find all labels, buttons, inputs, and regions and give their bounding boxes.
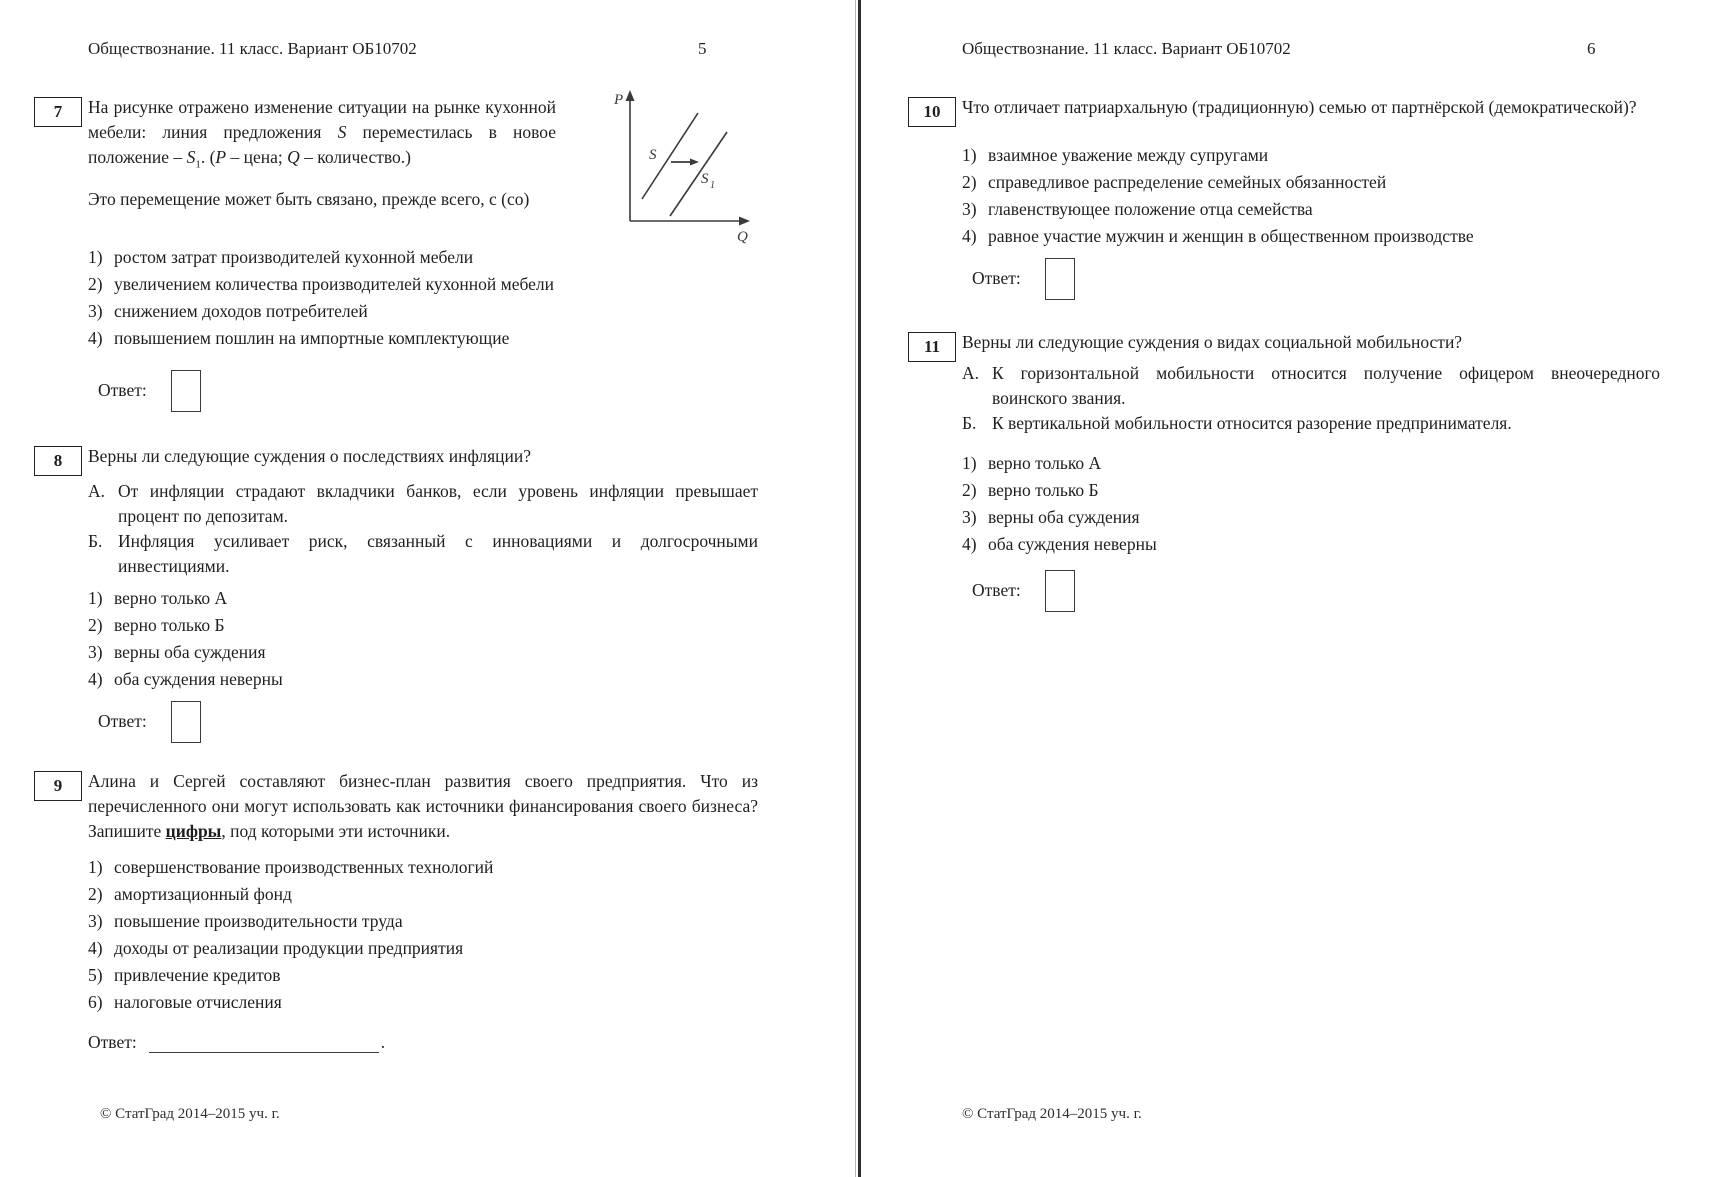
option-text: оба суждения неверны [988, 534, 1157, 554]
option-text: верно только Б [114, 615, 225, 635]
page-divider-shadow [855, 0, 856, 1177]
question-7-intro: На рисунке отражено изменение ситуации на рынке кухонной мебели: линия предложения S переместилась в новое положение – $S_1$. (P – цена; Q – количество.) [88, 97, 556, 171]
option-number: 4) [962, 226, 977, 246]
option-row [962, 223, 1660, 250]
var-P: P [215, 147, 227, 167]
option-row [88, 908, 758, 935]
statement-text: К горизонтальной мобильности относится получение офицером внеочередного воинского звания. [992, 363, 1660, 408]
option-row [88, 935, 758, 962]
question-number: 8 [53, 451, 63, 470]
option-text: верны оба суждения [988, 507, 1140, 527]
option-number: 1) [962, 145, 977, 165]
option-text: верно только А [988, 453, 1102, 473]
answer-row [98, 370, 758, 412]
page-header [88, 0, 758, 60]
supply-shifted-sub: 1 [710, 180, 715, 191]
statement-row [88, 479, 758, 529]
answer-box [1045, 258, 1075, 300]
option-row [88, 612, 758, 639]
question-number-box [908, 332, 956, 362]
question-number: 7 [53, 102, 63, 121]
option-row [962, 196, 1660, 223]
footer-copyright: © СтатГрад 2014–2015 уч. г. [100, 1106, 280, 1122]
question-10-title: Что отличает патриархальную (традиционную) семью от партнёрской (демократической)? [962, 97, 1637, 117]
question-7 [53, 92, 758, 412]
footer-copyright: © СтатГрад 2014–2015 уч. г. [962, 1106, 1142, 1122]
question-number: 10 [923, 102, 941, 121]
question-8 [53, 444, 758, 743]
question-9-intro: Алина и Сергей составляют бизнес-план развития своего предприятия. Что из перечисленного они могут использовать как источники финансирования своего бизнеса? Запишите цифры, под которыми эти источники. [88, 771, 758, 841]
option-row [962, 531, 1660, 558]
y-axis-arrow [626, 90, 635, 101]
answer-row [98, 701, 758, 743]
answer-label: Ответ: [98, 711, 147, 731]
answer-suffix: . [380, 1032, 386, 1052]
option-number: 5) [88, 965, 103, 985]
var-Q: Q [287, 147, 300, 167]
question-number: 11 [923, 337, 941, 356]
option-number: 2) [88, 274, 103, 294]
statement-letter: А. [88, 481, 106, 501]
option-number: 4) [88, 669, 103, 689]
option-text: доходы от реализации продукции предприятия [114, 938, 464, 958]
page-left [0, 0, 856, 1177]
x-axis-arrow [739, 217, 750, 226]
option-row [88, 585, 758, 612]
option-text: верно только А [114, 588, 228, 608]
page-number: 5 [698, 39, 707, 58]
option-number: 4) [88, 328, 103, 348]
option-text: равное участие мужчин и женщин в общественном производстве [988, 226, 1474, 246]
answer-label: Ответ: [98, 380, 147, 400]
option-row [962, 142, 1660, 169]
answer-row [972, 570, 1660, 612]
question-11 [923, 330, 1660, 612]
p-axis-label: P [614, 92, 624, 108]
answer-row [88, 1028, 758, 1056]
statement-row [962, 411, 1660, 436]
question-number: 9 [53, 776, 63, 795]
page-header [962, 0, 1660, 60]
page-number: 6 [1587, 39, 1596, 58]
answer-label: Ответ: [972, 580, 1021, 600]
statement-text: К вертикальной мобильности относится разорение предпринимателя. [992, 413, 1512, 433]
question-9-options [88, 854, 758, 1016]
answer-box [1045, 570, 1075, 612]
statement-text: От инфляции страдают вкладчики банков, если уровень инфляции превышает процент по депозитам. [118, 481, 758, 526]
statement-letter: Б. [88, 531, 103, 551]
option-text: повышение производительности труда [114, 911, 403, 931]
option-text: верно только Б [988, 480, 1099, 500]
document-title: Обществознание. 11 класс. Вариант ОБ10702 [88, 39, 417, 58]
statement-row [962, 361, 1660, 411]
option-number: 1) [88, 857, 103, 877]
question-number-box [34, 97, 82, 127]
option-text: увеличением количества производителей кухонной мебели [114, 274, 555, 294]
option-number: 2) [962, 480, 977, 500]
var-S1: S [186, 147, 196, 167]
question-8-options [88, 585, 758, 693]
option-number: 3) [88, 642, 103, 662]
statement-row [88, 529, 758, 579]
option-number: 3) [88, 911, 103, 931]
statement-letter: А. [962, 363, 980, 383]
document-title: Обществознание. 11 класс. Вариант ОБ10702 [962, 39, 1291, 58]
option-text: взаимное уважение между супругами [988, 145, 1269, 165]
option-number: 3) [88, 301, 103, 321]
option-number: 4) [88, 938, 103, 958]
question-7-options [88, 244, 758, 352]
option-row [88, 639, 758, 666]
option-text: оба суждения неверны [114, 669, 283, 689]
supply-shift-graph [613, 89, 758, 244]
answer-box [171, 370, 201, 412]
question-8-title: Верны ли следующие суждения о последствиях инфляции? [88, 446, 531, 466]
supply-curve-S1 [670, 132, 727, 216]
question-text [88, 95, 556, 212]
option-row [88, 666, 758, 693]
answer-label: Ответ: [88, 1032, 137, 1052]
option-number: 2) [88, 615, 103, 635]
question-number-box [34, 771, 82, 801]
option-text: привлечение кредитов [114, 965, 281, 985]
option-row [88, 881, 758, 908]
supply-label: S [649, 147, 657, 163]
statement-letter: Б. [962, 413, 977, 433]
option-number: 2) [962, 172, 977, 192]
option-row [88, 989, 758, 1016]
var-S: S [337, 122, 347, 142]
option-row [88, 854, 758, 881]
option-row [88, 298, 758, 325]
option-number: 2) [88, 884, 103, 904]
page-divider [858, 0, 861, 1177]
question-11-options [962, 450, 1660, 558]
option-row [88, 962, 758, 989]
option-text: снижением доходов потребителей [114, 301, 368, 321]
option-number: 1) [88, 247, 103, 267]
supply-shifted-label: S [701, 171, 709, 187]
option-row [962, 477, 1660, 504]
question-11-statements [962, 361, 1660, 436]
emphasized-word: цифры [165, 821, 222, 841]
question-10-options [962, 142, 1660, 250]
question-number-box [34, 446, 82, 476]
option-row [962, 504, 1660, 531]
option-text: справедливое распределение семейных обязанностей [988, 172, 1387, 192]
answer-line [149, 1032, 379, 1053]
question-number-box [908, 97, 956, 127]
option-row [88, 325, 758, 352]
option-row [88, 271, 758, 298]
option-text: главенствующее положение отца семейства [988, 199, 1313, 219]
option-text: ростом затрат производителей кухонной мебели [114, 247, 474, 267]
option-number: 4) [962, 534, 977, 554]
page-right [862, 0, 1722, 1177]
option-row [962, 450, 1660, 477]
question-10 [923, 95, 1660, 300]
question-9 [53, 769, 758, 1056]
option-text: амортизационный фонд [114, 884, 292, 904]
option-text: повышением пошлин на импортные комплектующие [114, 328, 510, 348]
option-row [962, 169, 1660, 196]
statement-text: Инфляция усиливает риск, связанный с инновациями и долгосрочными инвестициями. [118, 531, 758, 576]
option-text: совершенствование производственных технологий [114, 857, 494, 877]
answer-row [972, 258, 1660, 300]
question-7-prompt: Это перемещение может быть связано, прежде всего, с (со) [88, 188, 530, 209]
option-text: верны оба суждения [114, 642, 266, 662]
option-number: 3) [962, 199, 977, 219]
answer-label: Ответ: [972, 268, 1021, 288]
option-number: 6) [88, 992, 103, 1012]
shift-arrow-head [690, 159, 699, 166]
question-11-title: Верны ли следующие суждения о видах социальной мобильности? [962, 332, 1463, 352]
question-8-statements [88, 479, 758, 579]
q-axis-label: Q [737, 229, 748, 244]
option-text: налоговые отчисления [114, 992, 282, 1012]
option-number: 3) [962, 507, 977, 527]
answer-box [171, 701, 201, 743]
option-row [88, 244, 758, 271]
option-number: 1) [962, 453, 977, 473]
option-number: 1) [88, 588, 103, 608]
